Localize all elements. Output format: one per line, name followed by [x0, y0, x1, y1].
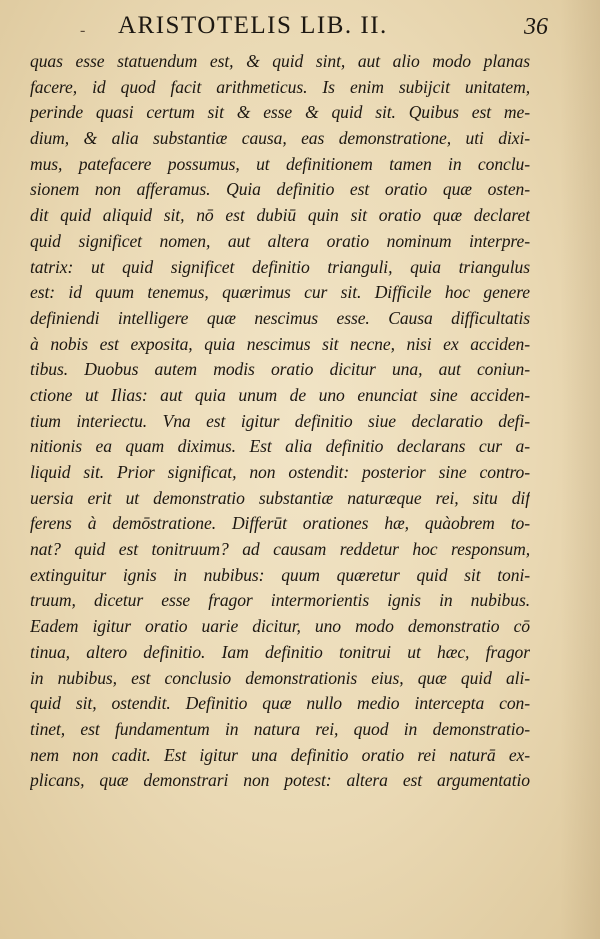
- text-line: tibus. Duobus autem modis oratio dicitur una, aut coniun-: [30, 359, 530, 380]
- text-line: Eadem igitur oratio uarie dicitur, uno modo demonstratio cō: [30, 616, 530, 637]
- text-line: facere, id quod facit arithmeticus. Is enim subijcit unitatem,: [30, 76, 530, 97]
- page-number: 36: [524, 14, 548, 40]
- text-line: quid significet nomen, aut altera oratio nominum interpre-: [30, 230, 530, 251]
- text-line: perinde quasi certum sit & esse & quid sit. Quibus est me-: [30, 102, 530, 123]
- text-line: dit quid aliquid sit, nō est dubiū quin sit oratio quæ declaret: [30, 205, 530, 226]
- text-line: nitionis ea quam diximus. Est alia definitio declarans cur a-: [30, 436, 530, 457]
- text-line: tatrix: ut quid significet definitio trianguli, quia triangulus: [30, 256, 530, 277]
- text-line: in nubibus, est conclusio demonstrationis eius, quæ quid ali-: [30, 667, 530, 688]
- text-line: definiendi intelligere quæ nescimus esse. Causa difficultatis: [30, 307, 530, 328]
- body-text: [30, 49, 530, 794]
- text-line: nem non cadit. Est igitur una definitio oratio rei naturā ex-: [30, 744, 530, 765]
- text-line: tinua, altero definitio. Iam definitio tonitrui ut hæc, fragor: [30, 641, 530, 662]
- text-line: dium, & alia substantiæ causa, eas demonstratione, uti dixi-: [30, 128, 530, 149]
- text-line: uersia erit ut demonstratio substantiæ naturæque rei, situ dif: [30, 487, 530, 508]
- head-mark: -: [80, 22, 86, 39]
- text-line: quas esse statuendum est, & quid sint, aut alio modo planas: [30, 51, 530, 71]
- text-line: est: id quum tenemus, quærimus cur sit. Difficile hoc genere: [30, 282, 530, 303]
- text-line: tinet, est fundamentum in natura rei, quod in demonstratio-: [30, 718, 530, 739]
- text-line: plicans, quæ demonstrari non potest: altera est argumentatio: [30, 770, 530, 791]
- text-line: tium interiectu. Vna est igitur definitio siue declaratio defi-: [30, 410, 530, 431]
- running-head: [0, 10, 600, 46]
- text-line: sionem non afferamus. Quia definitio est oratio quæ osten-: [30, 179, 530, 200]
- running-head-title: ARISTOTELIS LIB. II.: [118, 12, 388, 39]
- text-line: quid sit, ostendit. Definitio quæ nullo medio intercepta con-: [30, 693, 530, 714]
- text-line: truum, dicetur esse fragor intermorientis ignis in nubibus.: [30, 590, 530, 611]
- text-line: ferens à demōstratione. Differūt orationes hæ, quàobrem to-: [30, 513, 530, 534]
- text-line: mus, patefacere possumus, ut definitionem tamen in conclu-: [30, 153, 530, 174]
- text-line: à nobis est exposita, quia nescimus sit necne, nisi ex acciden-: [30, 333, 530, 354]
- page-edge-shadow: [560, 0, 600, 939]
- text-line: nat? quid est tonitruum? ad causam reddetur hoc responsum,: [30, 539, 530, 560]
- text-line: liquid sit. Prior significat, non ostendit: posterior sine contro-: [30, 462, 530, 482]
- text-line: ctione ut Ilias: aut quia unum de uno enunciat sine acciden-: [30, 384, 530, 405]
- text-line: extinguitur ignis in nubibus: quum quæretur quid sit toni-: [30, 564, 530, 585]
